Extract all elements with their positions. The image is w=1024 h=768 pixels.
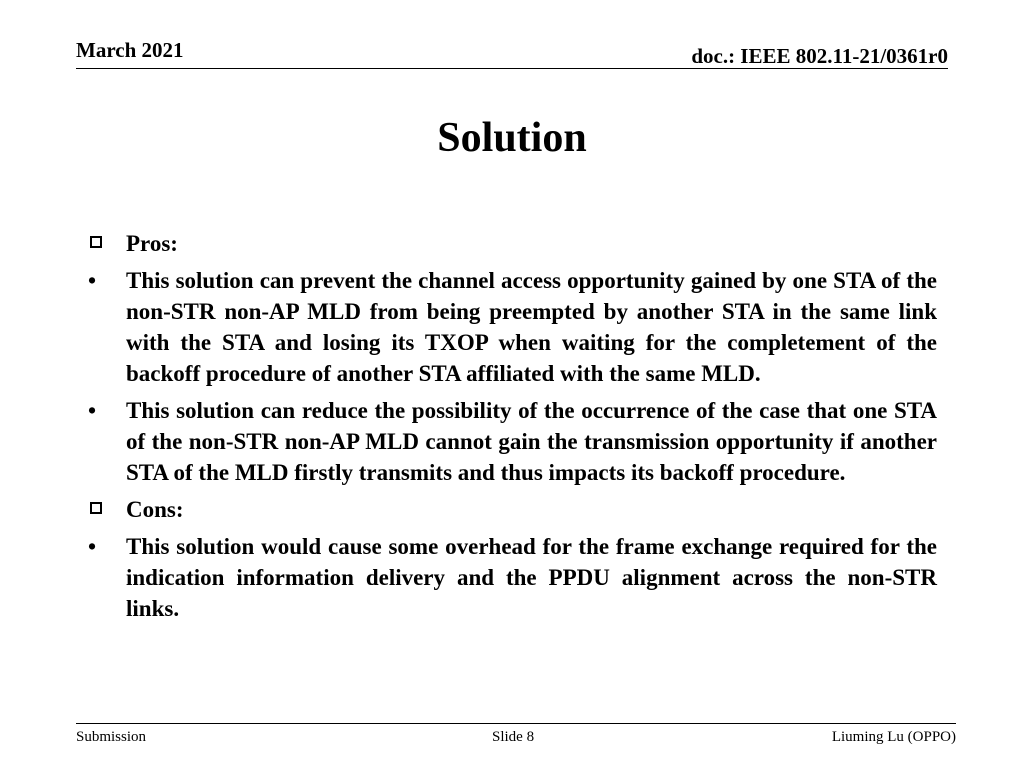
bullet-icon: • xyxy=(88,534,97,559)
header-divider xyxy=(76,68,948,69)
bullet-icon: • xyxy=(88,268,97,293)
slide-content xyxy=(84,228,937,630)
list-item-text: This solution would cause some overhead for the frame exchange required for the indication information delivery and the PPDU alignment across the non-STR links. xyxy=(126,534,937,621)
list-item-text: This solution can prevent the channel access opportunity gained by one STA of the non-STR non-AP MLD from being preempted by another STA in the same link with the STA and losing its TXOP when waiting for the completement of the backoff procedure of another STA affiliated with the same MLD. xyxy=(126,268,937,386)
list-item-text: This solution can reduce the possibility of the occurrence of the case that one STA of the non-STR non-AP MLD cannot gain the transmission opportunity if another STA of the MLD firstly transmits and thus impacts its backoff procedure. xyxy=(126,398,937,485)
square-bullet-icon xyxy=(90,236,102,248)
list-item-cons xyxy=(84,494,937,525)
header-date: March 2021 xyxy=(76,38,184,62)
footer-divider xyxy=(76,723,956,724)
square-bullet-icon xyxy=(90,502,102,514)
bullet-icon: • xyxy=(88,398,97,423)
footer-slide-number: Slide 8 xyxy=(492,729,535,745)
list-item-pros xyxy=(84,228,937,259)
header-doc-id: doc.: IEEE 802.11-21/0361r0 xyxy=(691,44,948,68)
list-item-text: Cons: xyxy=(126,497,184,522)
list-item xyxy=(84,265,937,389)
list-item xyxy=(84,395,937,488)
footer-submission: Submission xyxy=(76,729,147,745)
slide-title: Solution xyxy=(437,115,587,161)
footer-author: Liuming Lu (OPPO) xyxy=(831,729,956,745)
list-item xyxy=(84,531,937,624)
list-item-text: Pros: xyxy=(126,231,178,256)
